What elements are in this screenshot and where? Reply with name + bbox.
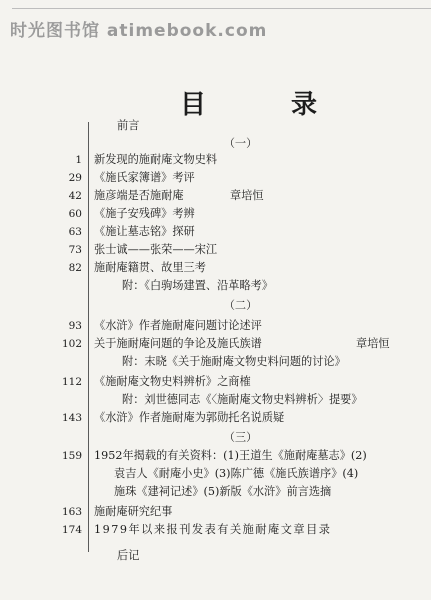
page-number: 60 [68,208,82,220]
page-number: 112 [61,376,82,388]
toc-row [0,224,431,240]
entry-title: 张士诚——张荣——宋江 [94,243,218,256]
page-number: 102 [61,338,82,350]
scan-edge-line [12,8,431,9]
page-number: 143 [61,412,82,424]
toc-row-preface [0,118,431,134]
watermark: 时光图书馆 atimebook.com [10,21,268,41]
toc-row-appendix [0,278,431,294]
preface-label: 前言 [117,119,140,132]
page-number: 93 [68,320,82,332]
entry-title: 附：末晓《关于施耐庵文物史料问题的讨论》 [122,355,346,368]
section-heading-1 [0,136,431,152]
entry-title: 1979年以来报刊发表有关施耐庵文章目录 [94,523,332,536]
section-label: （二） [223,299,258,312]
toc-row [0,410,431,426]
toc-row [0,206,431,222]
entry-title: 《施氏家簿谱》考评 [94,171,195,184]
entry-title: 《水浒》作者施耐庵问题讨论述评 [94,319,262,332]
postscript-label: 后记 [117,549,140,562]
toc-row [0,318,431,334]
section-label: （一） [223,137,258,150]
page-number: 63 [68,226,82,238]
toc-row-postscript [0,548,431,564]
toc-row-appendix [0,392,431,408]
entry-title: 1952年揭载的有关资料：(1)王道生《施耐庵墓志》(2) [94,449,367,462]
entry-title: 附：刘世德同志《〈施耐庵文物史料辨析〉提要》 [122,393,363,406]
toc-row [0,504,431,520]
page-number: 73 [68,244,82,256]
section-heading-2 [0,298,431,314]
page-number: 29 [68,172,82,184]
entry-title: 袁吉人《耐庵小史》(3)陈广德《施氏族谱序》(4) [114,467,359,480]
toc-row [0,188,431,204]
toc-row [0,522,431,538]
entry-author: 章培恒 [230,189,264,202]
entry-title: 施彦端是否施耐庵 [94,189,184,202]
section-label: （三） [223,431,258,444]
entry-title: 《施耐庵文物史料辨析》之商榷 [94,375,251,388]
entry-title: 附：《白驹场建置、沿革略考》 [122,279,274,292]
entry-title: 施珠《建祠记述》(5)新版《水浒》前言选摘 [114,485,332,498]
toc-row-continuation [0,466,431,482]
entry-title: 《水浒》作者施耐庵为郭勋托名说质疑 [94,411,285,424]
page-number: 159 [61,450,82,462]
entry-title: 关于施耐庵问题的争论及施氏族谱 [94,337,262,350]
toc-row [0,374,431,390]
toc-row [0,336,431,352]
page-number: 163 [61,506,82,518]
entry-title: 施耐庵研究纪事 [94,505,173,518]
toc-row-continuation [0,484,431,500]
toc-row [0,170,431,186]
page-title: 目 录 [180,90,356,120]
toc-row [0,152,431,168]
toc-row [0,260,431,276]
toc-row [0,242,431,258]
entry-author: 章培恒 [356,337,390,350]
page-number: 174 [61,524,82,536]
page-number: 82 [68,262,82,274]
toc-row [0,448,431,464]
toc-row-appendix [0,354,431,370]
section-heading-3 [0,430,431,446]
entry-title: 施耐庵籍贯、故里三考 [94,261,206,274]
entry-title: 《施让墓志铭》探研 [94,225,195,238]
page-number: 42 [68,190,82,202]
entry-title: 新发现的施耐庵文物史料 [94,153,218,166]
entry-title: 《施子安残碑》考辨 [94,207,195,220]
page-number: 1 [75,154,82,166]
